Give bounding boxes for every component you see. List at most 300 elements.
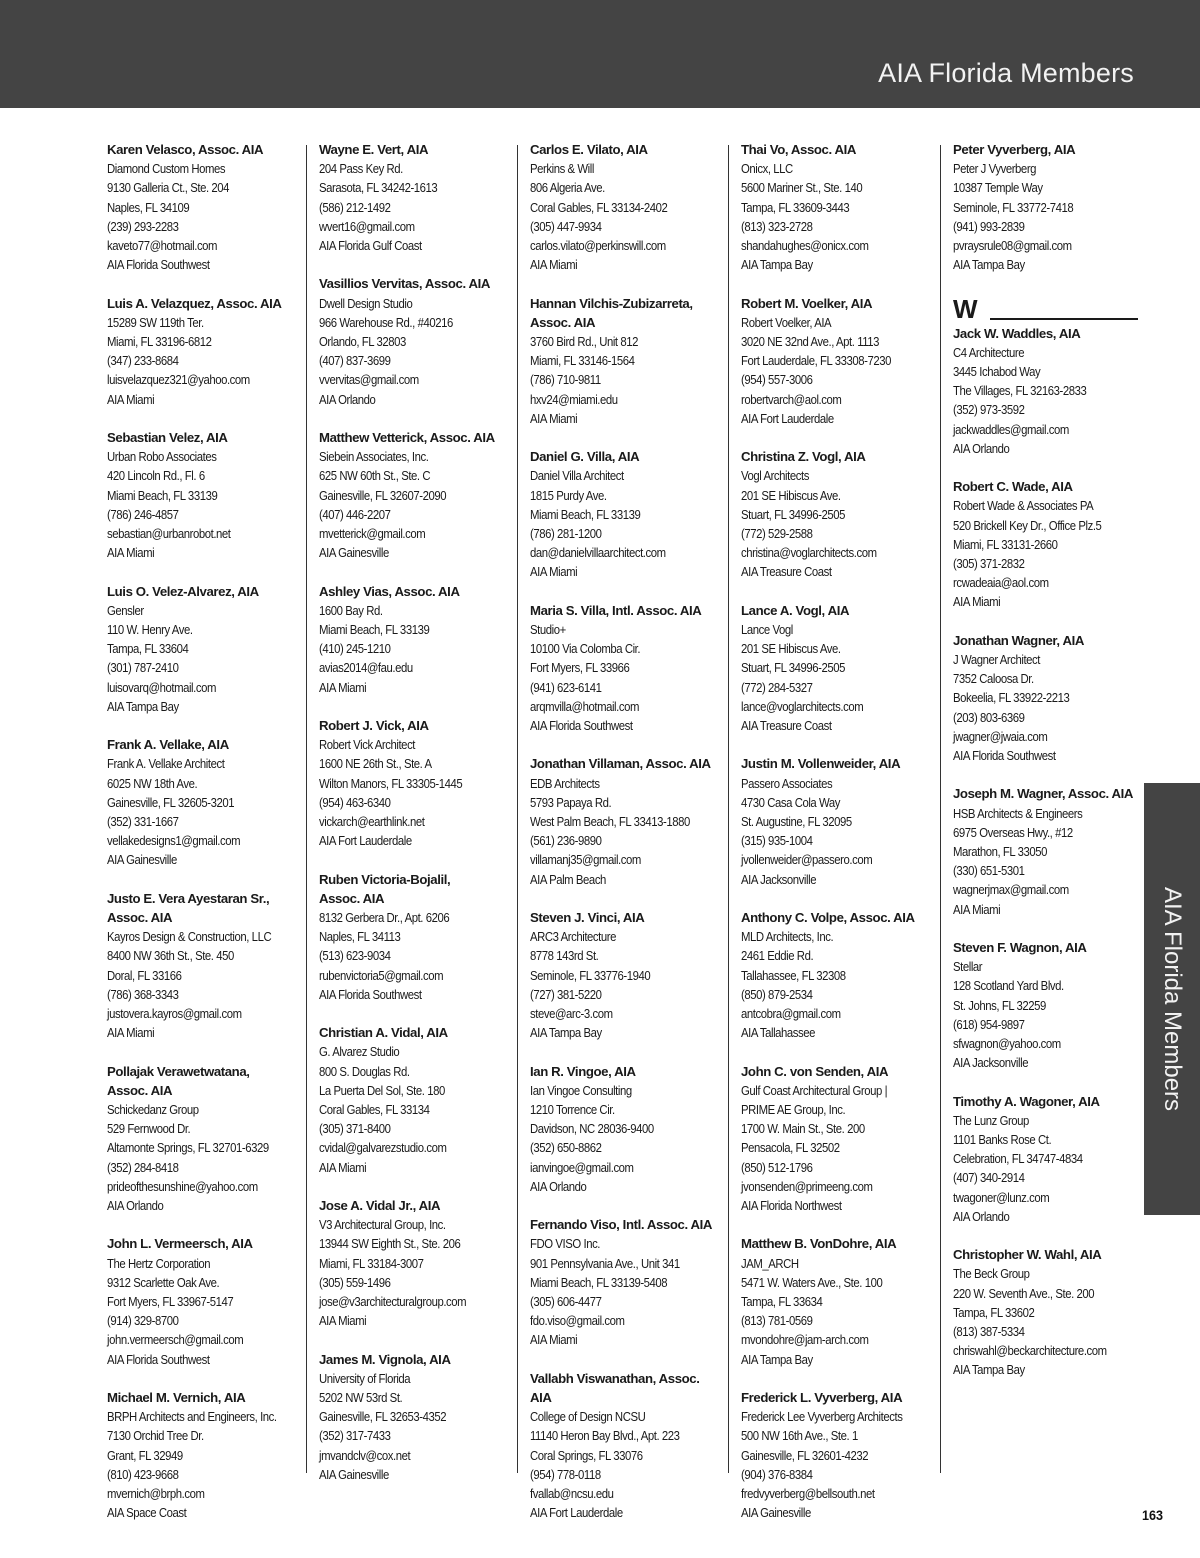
member-detail-text: Miami Beach, FL 33139 [107, 487, 218, 503]
member-detail [530, 966, 722, 985]
member-phone-text: (315) 935-1004 [741, 833, 813, 849]
member-email [319, 217, 511, 236]
member-detail-text: Frederick Lee Vyverberg Architects [741, 1409, 903, 1425]
member-detail-text: MLD Architects, Inc. [741, 929, 834, 945]
member-chapter [107, 543, 299, 562]
member-entry [741, 447, 933, 581]
member-chapter [530, 870, 722, 889]
member-detail [741, 1100, 933, 1119]
member-name: Jose A. Vidal Jr., AIA [319, 1198, 441, 1214]
member-name: Ashley Vias, Assoc. AIA [319, 583, 460, 599]
member-name: Frank A. Vellake, AIA [107, 737, 229, 753]
member-name: Timothy A. Wagoner, AIA [953, 1093, 1100, 1109]
member-chapter-text: AIA Gainesville [741, 1505, 811, 1521]
member-chapter [530, 1330, 722, 1349]
member-detail-text: West Palm Beach, FL 33413-1880 [530, 814, 690, 830]
member-phone [953, 708, 1138, 727]
member-chapter-text: AIA Gainesville [319, 545, 389, 561]
member-phone-text: (407) 446-2207 [319, 506, 391, 522]
member-detail-text: Coral Gables, FL 33134-2402 [530, 199, 668, 215]
member-detail-text: Robert Wade & Associates PA [953, 498, 1094, 514]
member-entry [953, 1092, 1138, 1226]
member-chapter-text: AIA Tampa Bay [741, 1351, 813, 1367]
member-chapter-text: AIA Miami [953, 594, 1001, 610]
member-detail-text: 201 SE Hibiscus Ave. [741, 641, 841, 657]
member-email [107, 236, 299, 255]
member-chapter [319, 390, 511, 409]
member-detail [107, 620, 299, 639]
member-detail-text: Gulf Coast Architectural Group | [741, 1082, 888, 1098]
member-name: John C. von Senden, AIA [741, 1063, 889, 1079]
member-detail-text: Pensacola, FL 32502 [741, 1140, 840, 1156]
member-chapter [741, 716, 933, 735]
member-entry [107, 140, 299, 274]
member-chapter [319, 543, 511, 562]
member-detail [741, 351, 933, 370]
member-phone-text: (352) 650-8862 [530, 1140, 602, 1156]
member-chapter [741, 1350, 933, 1369]
member-name: Christian A. Vidal, AIA [319, 1025, 448, 1041]
member-detail-text: Studio+ [530, 622, 566, 638]
member-phone-text: (850) 879-2534 [741, 986, 813, 1002]
member-entry [741, 754, 933, 888]
member-email-text: cvidal@galvarezstudio.com [319, 1140, 447, 1156]
member-email [953, 1341, 1138, 1360]
member-phone-text: (330) 651-5301 [953, 863, 1025, 879]
member-phone [530, 678, 722, 697]
member-detail-text: 806 Algeria Ave. [530, 180, 605, 196]
member-phone [319, 639, 511, 658]
member-phone [107, 217, 299, 236]
member-detail [953, 198, 1138, 217]
member-name: Anthony C. Volpe, Assoc. AIA [741, 910, 915, 926]
member-detail-text: V3 Architectural Group, Inc. [319, 1217, 446, 1233]
member-entry [107, 1062, 299, 1216]
member-detail [530, 178, 722, 197]
member-detail-text: Vogl Architects [741, 468, 809, 484]
member-email-text: sfwagnon@yahoo.com [953, 1036, 1061, 1052]
member-chapter-text: AIA Florida Southwest [107, 1351, 210, 1367]
member-entry [741, 1234, 933, 1368]
member-phone-text: (786) 246-4857 [107, 506, 179, 522]
member-entry [741, 908, 933, 1042]
member-detail [107, 486, 299, 505]
directory-column-1 [107, 140, 299, 1542]
member-name: Robert M. Voelker, AIA [741, 295, 873, 311]
member-detail-text: Davidson, NC 28036-9400 [530, 1121, 654, 1137]
member-phone-text: (352) 973-3592 [953, 402, 1025, 418]
member-chapter [953, 1207, 1138, 1226]
member-detail-text: Tampa, FL 33609-3443 [741, 199, 850, 215]
member-name: Jonathan Villaman, Assoc. AIA [530, 756, 711, 772]
member-chapter [741, 870, 933, 889]
member-phone [107, 505, 299, 524]
member-detail [741, 198, 933, 217]
member-email-text: justovera.kayros@gmail.com [107, 1006, 242, 1022]
member-phone [741, 1158, 933, 1177]
member-email-text: fredvyverberg@bellsouth.net [741, 1486, 875, 1502]
member-email-text: vellakedesigns1@gmail.com [107, 833, 241, 849]
member-email [319, 524, 511, 543]
member-detail-text: Schickedanz Group [107, 1102, 199, 1118]
member-phone-text: (618) 954-9897 [953, 1016, 1025, 1032]
member-detail-text: Stuart, FL 34996-2505 [741, 506, 846, 522]
member-phone-text: (586) 212-1492 [319, 199, 391, 215]
member-detail [319, 1081, 511, 1100]
member-detail-text: Kayros Design & Construction, LLC [107, 929, 272, 945]
member-name-continued: Assoc. AIA [107, 910, 173, 926]
member-entry [530, 601, 722, 735]
member-detail [107, 1119, 299, 1138]
member-entry [319, 140, 511, 255]
member-detail [530, 1119, 722, 1138]
member-detail [953, 823, 1138, 842]
member-entry [530, 1215, 722, 1349]
member-detail-text: Bokeelia, FL 33922-2213 [953, 690, 1070, 706]
member-detail-text: Gainesville, FL 32601-4232 [741, 1447, 869, 1463]
member-email [953, 420, 1138, 439]
member-phone [530, 985, 722, 1004]
member-detail-text: 3760 Bird Rd., Unit 812 [530, 334, 639, 350]
member-phone [107, 1465, 299, 1484]
member-detail [953, 362, 1138, 381]
member-detail [953, 381, 1138, 400]
member-detail [530, 1273, 722, 1292]
member-email [530, 1311, 722, 1330]
member-name: Luis O. Velez-Alvarez, AIA [107, 583, 259, 599]
member-chapter-text: AIA Tallahassee [741, 1025, 816, 1041]
member-entry [741, 601, 933, 735]
member-chapter [530, 1503, 722, 1522]
member-detail-text: 5600 Mariner St., Ste. 140 [741, 180, 863, 196]
member-detail [741, 774, 933, 793]
member-entry [319, 870, 511, 1004]
member-chapter-text: AIA Treasure Coast [741, 564, 832, 580]
member-detail-text: St. Johns, FL 32259 [953, 997, 1046, 1013]
member-phone-text: (850) 512-1796 [741, 1159, 813, 1175]
member-detail-text: 1600 Bay Rd. [319, 602, 383, 618]
member-entry [319, 1023, 511, 1177]
member-phone-text: (203) 803-6369 [953, 709, 1025, 725]
member-detail [741, 1426, 933, 1445]
member-detail [953, 1264, 1138, 1283]
member-detail [107, 946, 299, 965]
member-chapter [953, 746, 1138, 765]
member-detail [319, 332, 511, 351]
member-detail-text: Siebein Associates, Inc. [319, 449, 429, 465]
member-detail-text: Lance Vogl [741, 622, 793, 638]
member-chapter-text: AIA Miami [319, 1313, 367, 1329]
member-detail [530, 486, 722, 505]
member-name-continued: Assoc. AIA [107, 1082, 173, 1098]
member-detail [741, 946, 933, 965]
member-phone-text: (305) 559-1496 [319, 1274, 391, 1290]
member-detail [741, 658, 933, 677]
member-chapter-text: AIA Orlando [953, 1208, 1010, 1224]
member-email [741, 1004, 933, 1023]
member-detail [319, 447, 511, 466]
member-detail-text: ARC3 Architecture [530, 929, 616, 945]
member-name: Robert J. Vick, AIA [319, 718, 429, 734]
member-chapter-text: AIA Florida Northwest [741, 1198, 842, 1214]
member-detail [741, 793, 933, 812]
member-email-text: luisvelazquez321@yahoo.com [107, 372, 250, 388]
side-tab-label: AIA Florida Members [1159, 886, 1186, 1112]
member-chapter-text: AIA Miami [319, 1159, 367, 1175]
member-email-text: shandahughes@onicx.com [741, 238, 869, 254]
member-email-text: mvetterick@gmail.com [319, 526, 426, 542]
member-name: Maria S. Villa, Intl. Assoc. AIA [530, 602, 702, 618]
member-detail [319, 1254, 511, 1273]
member-detail-text: 529 Fernwood Dr. [107, 1121, 191, 1137]
member-detail-text: 8132 Gerbera Dr., Apt. 6206 [319, 910, 450, 926]
member-entry [953, 477, 1138, 611]
member-phone [319, 946, 511, 965]
member-name: Michael M. Vernich, AIA [107, 1390, 246, 1406]
member-email-text: villamanj35@gmail.com [530, 852, 641, 868]
member-detail [953, 1303, 1138, 1322]
member-detail-text: Coral Gables, FL 33134 [319, 1102, 430, 1118]
member-chapter [319, 1465, 511, 1484]
member-chapter-text: AIA Florida Southwest [530, 718, 633, 734]
member-chapter-text: AIA Tampa Bay [530, 1025, 602, 1041]
member-email [107, 370, 299, 389]
member-detail-text: Naples, FL 34113 [319, 929, 401, 945]
member-detail [741, 505, 933, 524]
member-chapter [107, 697, 299, 716]
member-phone-text: (513) 623-9034 [319, 948, 391, 964]
member-detail [319, 1369, 511, 1388]
member-email [107, 678, 299, 697]
member-detail [107, 1426, 299, 1445]
member-detail-text: BRPH Architects and Engineers, Inc. [107, 1409, 277, 1425]
member-chapter-text: AIA Tampa Bay [107, 698, 179, 714]
member-chapter-text: AIA Miami [530, 257, 578, 273]
member-phone [319, 1426, 511, 1445]
member-email-text: sebastian@urbanrobot.net [107, 526, 231, 542]
member-name: Jack W. Waddles, AIA [953, 325, 1081, 341]
member-detail [319, 1042, 511, 1061]
member-detail-text: Stellar [953, 959, 983, 975]
member-detail [107, 198, 299, 217]
member-chapter [319, 1311, 511, 1330]
member-detail-text: Gainesville, FL 32605-3201 [107, 794, 235, 810]
member-detail [953, 516, 1138, 535]
member-phone-text: (786) 710-9811 [530, 372, 601, 388]
member-detail-text: Miami, FL 33184-3007 [319, 1255, 424, 1271]
member-detail-text: 7130 Orchid Tree Dr. [107, 1428, 204, 1444]
member-phone-text: (954) 463-6340 [319, 794, 391, 810]
member-email [741, 543, 933, 562]
member-phone-text: (786) 368-3343 [107, 986, 179, 1002]
member-detail-text: Passero Associates [741, 775, 833, 791]
member-name: Vallabh Viswanathan, Assoc. AIA [530, 1370, 700, 1406]
member-detail [530, 1254, 722, 1273]
member-email-text: wagnerjmax@gmail.com [953, 882, 1069, 898]
member-email-text: steve@arc-3.com [530, 1006, 613, 1022]
member-detail-text: Stuart, FL 34996-2505 [741, 660, 846, 676]
member-detail [953, 159, 1138, 178]
member-detail-text: 220 W. Seventh Ave., Ste. 200 [953, 1285, 1095, 1301]
member-name: Justin M. Vollenweider, AIA [741, 756, 901, 772]
member-detail-text: College of Design NCSU [530, 1409, 646, 1425]
member-phone [107, 351, 299, 370]
member-email-text: fdo.viso@gmail.com [530, 1313, 625, 1329]
member-entry [741, 140, 933, 274]
member-email [741, 1484, 933, 1503]
member-entry [107, 1388, 299, 1522]
member-phone [530, 1292, 722, 1311]
member-detail-text: 625 NW 60th St., Ste. C [319, 468, 431, 484]
page-number: 163 [1142, 1507, 1164, 1523]
member-chapter-text: AIA Fort Lauderdale [741, 410, 834, 426]
member-chapter [107, 1350, 299, 1369]
member-detail [741, 1273, 933, 1292]
member-email [107, 1330, 299, 1349]
member-detail [741, 1407, 933, 1426]
member-entry [741, 294, 933, 428]
member-detail-text: 420 Lincoln Rd., Fl. 6 [107, 468, 205, 484]
member-detail-text: 8400 NW 36th St., Ste. 450 [107, 948, 234, 964]
member-chapter-text: AIA Florida Southwest [107, 257, 210, 273]
member-detail [741, 966, 933, 985]
member-detail-text: 901 Pennsylvania Ave., Unit 341 [530, 1255, 680, 1271]
member-detail-text: Fort Lauderdale, FL 33308-7230 [741, 353, 891, 369]
member-name: Justo E. Vera Ayestaran Sr., [107, 890, 270, 906]
member-chapter-text: AIA Fort Lauderdale [530, 1505, 623, 1521]
member-chapter [530, 1177, 722, 1196]
member-detail-text: Grant, FL 32949 [107, 1447, 183, 1463]
member-name: Robert C. Wade, AIA [953, 479, 1073, 495]
member-chapter-text: AIA Orlando [530, 1178, 587, 1194]
member-entry [741, 1388, 933, 1522]
member-detail-text: 966 Warehouse Rd., #40216 [319, 314, 453, 330]
member-phone-text: (407) 837-3699 [319, 353, 391, 369]
member-phone-text: (772) 529-2588 [741, 526, 813, 542]
member-chapter [530, 562, 722, 581]
member-email [741, 1330, 933, 1349]
member-chapter [107, 1196, 299, 1215]
member-email [741, 236, 933, 255]
member-phone-text: (813) 387-5334 [953, 1324, 1025, 1340]
member-detail [741, 486, 933, 505]
member-detail-text: 128 Scotland Yard Blvd. [953, 978, 1064, 994]
member-phone-text: (352) 317-7433 [319, 1428, 391, 1444]
member-detail-text: FDO VISO Inc. [530, 1236, 601, 1252]
member-detail-text: 5202 NW 53rd St. [319, 1390, 403, 1406]
member-email-text: jackwaddles@gmail.com [953, 421, 1069, 437]
member-email-text: jwagner@jwaia.com [953, 728, 1048, 744]
member-name: Pollajak Verawetwatana, [107, 1063, 250, 1079]
member-detail [741, 1138, 933, 1157]
member-phone-text: (301) 787-2410 [107, 660, 179, 676]
member-name: Christopher W. Wahl, AIA [953, 1247, 1102, 1263]
member-email-text: carlos.vilato@perkinswill.com [530, 238, 666, 254]
member-detail-text: Wilton Manors, FL 33305-1445 [319, 775, 463, 791]
member-phone [107, 1311, 299, 1330]
member-detail [530, 505, 722, 524]
member-email [741, 850, 933, 869]
member-phone [530, 217, 722, 236]
member-chapter [741, 1196, 933, 1215]
member-entry [953, 1245, 1138, 1379]
section-letter: W [953, 293, 978, 324]
member-chapter-text: AIA Jacksonville [741, 871, 817, 887]
member-phone [530, 1138, 722, 1157]
member-detail-text: Gainesville, FL 32653-4352 [319, 1409, 447, 1425]
member-email [530, 390, 722, 409]
member-detail-text: Sarasota, FL 34242-1613 [319, 180, 438, 196]
member-detail-text: 9312 Scarlette Oak Ave. [107, 1274, 220, 1290]
member-entry [319, 428, 511, 562]
member-phone [319, 793, 511, 812]
member-email-text: rcwadeaia@aol.com [953, 575, 1049, 591]
page-title: AIA Florida Members [878, 58, 1134, 88]
member-email-text: prideofthesunshine@yahoo.com [107, 1178, 258, 1194]
member-detail-text: 3020 NE 32nd Ave., Apt. 1113 [741, 334, 880, 350]
member-chapter [107, 255, 299, 274]
member-phone [953, 1322, 1138, 1341]
member-detail [319, 466, 511, 485]
member-chapter-text: AIA Gainesville [107, 852, 177, 868]
member-detail [530, 774, 722, 793]
member-phone [319, 351, 511, 370]
member-email-text: wvert16@gmail.com [319, 218, 415, 234]
member-email-text: robertvarch@aol.com [741, 391, 842, 407]
directory-column-5 [953, 140, 1138, 1399]
directory-column-4 [741, 140, 933, 1542]
member-chapter [319, 831, 511, 850]
member-detail [107, 178, 299, 197]
member-email [319, 812, 511, 831]
member-email [319, 1138, 511, 1157]
member-chapter [319, 236, 511, 255]
member-detail [530, 1234, 722, 1253]
member-name: Matthew Vetterick, Assoc. AIA [319, 430, 495, 446]
member-detail-text: 13944 SW Eighth St., Ste. 206 [319, 1236, 461, 1252]
member-name: Joseph M. Wagner, Assoc. AIA [953, 786, 1134, 802]
member-detail [319, 620, 511, 639]
member-email-text: mvondohre@jam-arch.com [741, 1332, 869, 1348]
member-name: Wayne E. Vert, AIA [319, 142, 429, 157]
member-chapter-text: AIA Miami [107, 545, 155, 561]
member-entry [953, 938, 1138, 1072]
member-detail-text: 7352 Caloosa Dr. [953, 671, 1034, 687]
member-detail-text: J Wagner Architect [953, 652, 1041, 668]
member-phone-text: (305) 371-8400 [319, 1121, 391, 1137]
member-phone-text: (810) 423-9668 [107, 1466, 179, 1482]
member-detail-text: 201 SE Hibiscus Ave. [741, 487, 841, 503]
member-detail-text: Tampa, FL 33634 [741, 1294, 823, 1310]
member-phone [953, 861, 1138, 880]
member-entry [107, 428, 299, 562]
member-chapter-text: AIA Florida Southwest [319, 986, 422, 1002]
member-detail-text: 1101 Banks Rose Ct. [953, 1132, 1052, 1148]
member-email [530, 697, 722, 716]
member-detail [107, 774, 299, 793]
member-name-continued: Assoc. AIA [319, 890, 385, 906]
member-detail [319, 294, 511, 313]
member-chapter [953, 1360, 1138, 1379]
member-phone-text: (904) 376-8384 [741, 1466, 813, 1482]
member-detail [319, 735, 511, 754]
member-email-text: ianvingoe@gmail.com [530, 1159, 634, 1175]
member-phone-text: (561) 236-9890 [530, 833, 602, 849]
member-entry [319, 582, 511, 697]
member-detail [107, 1100, 299, 1119]
member-email-text: twagoner@lunz.com [953, 1189, 1050, 1205]
member-chapter-text: AIA Orlando [319, 391, 376, 407]
